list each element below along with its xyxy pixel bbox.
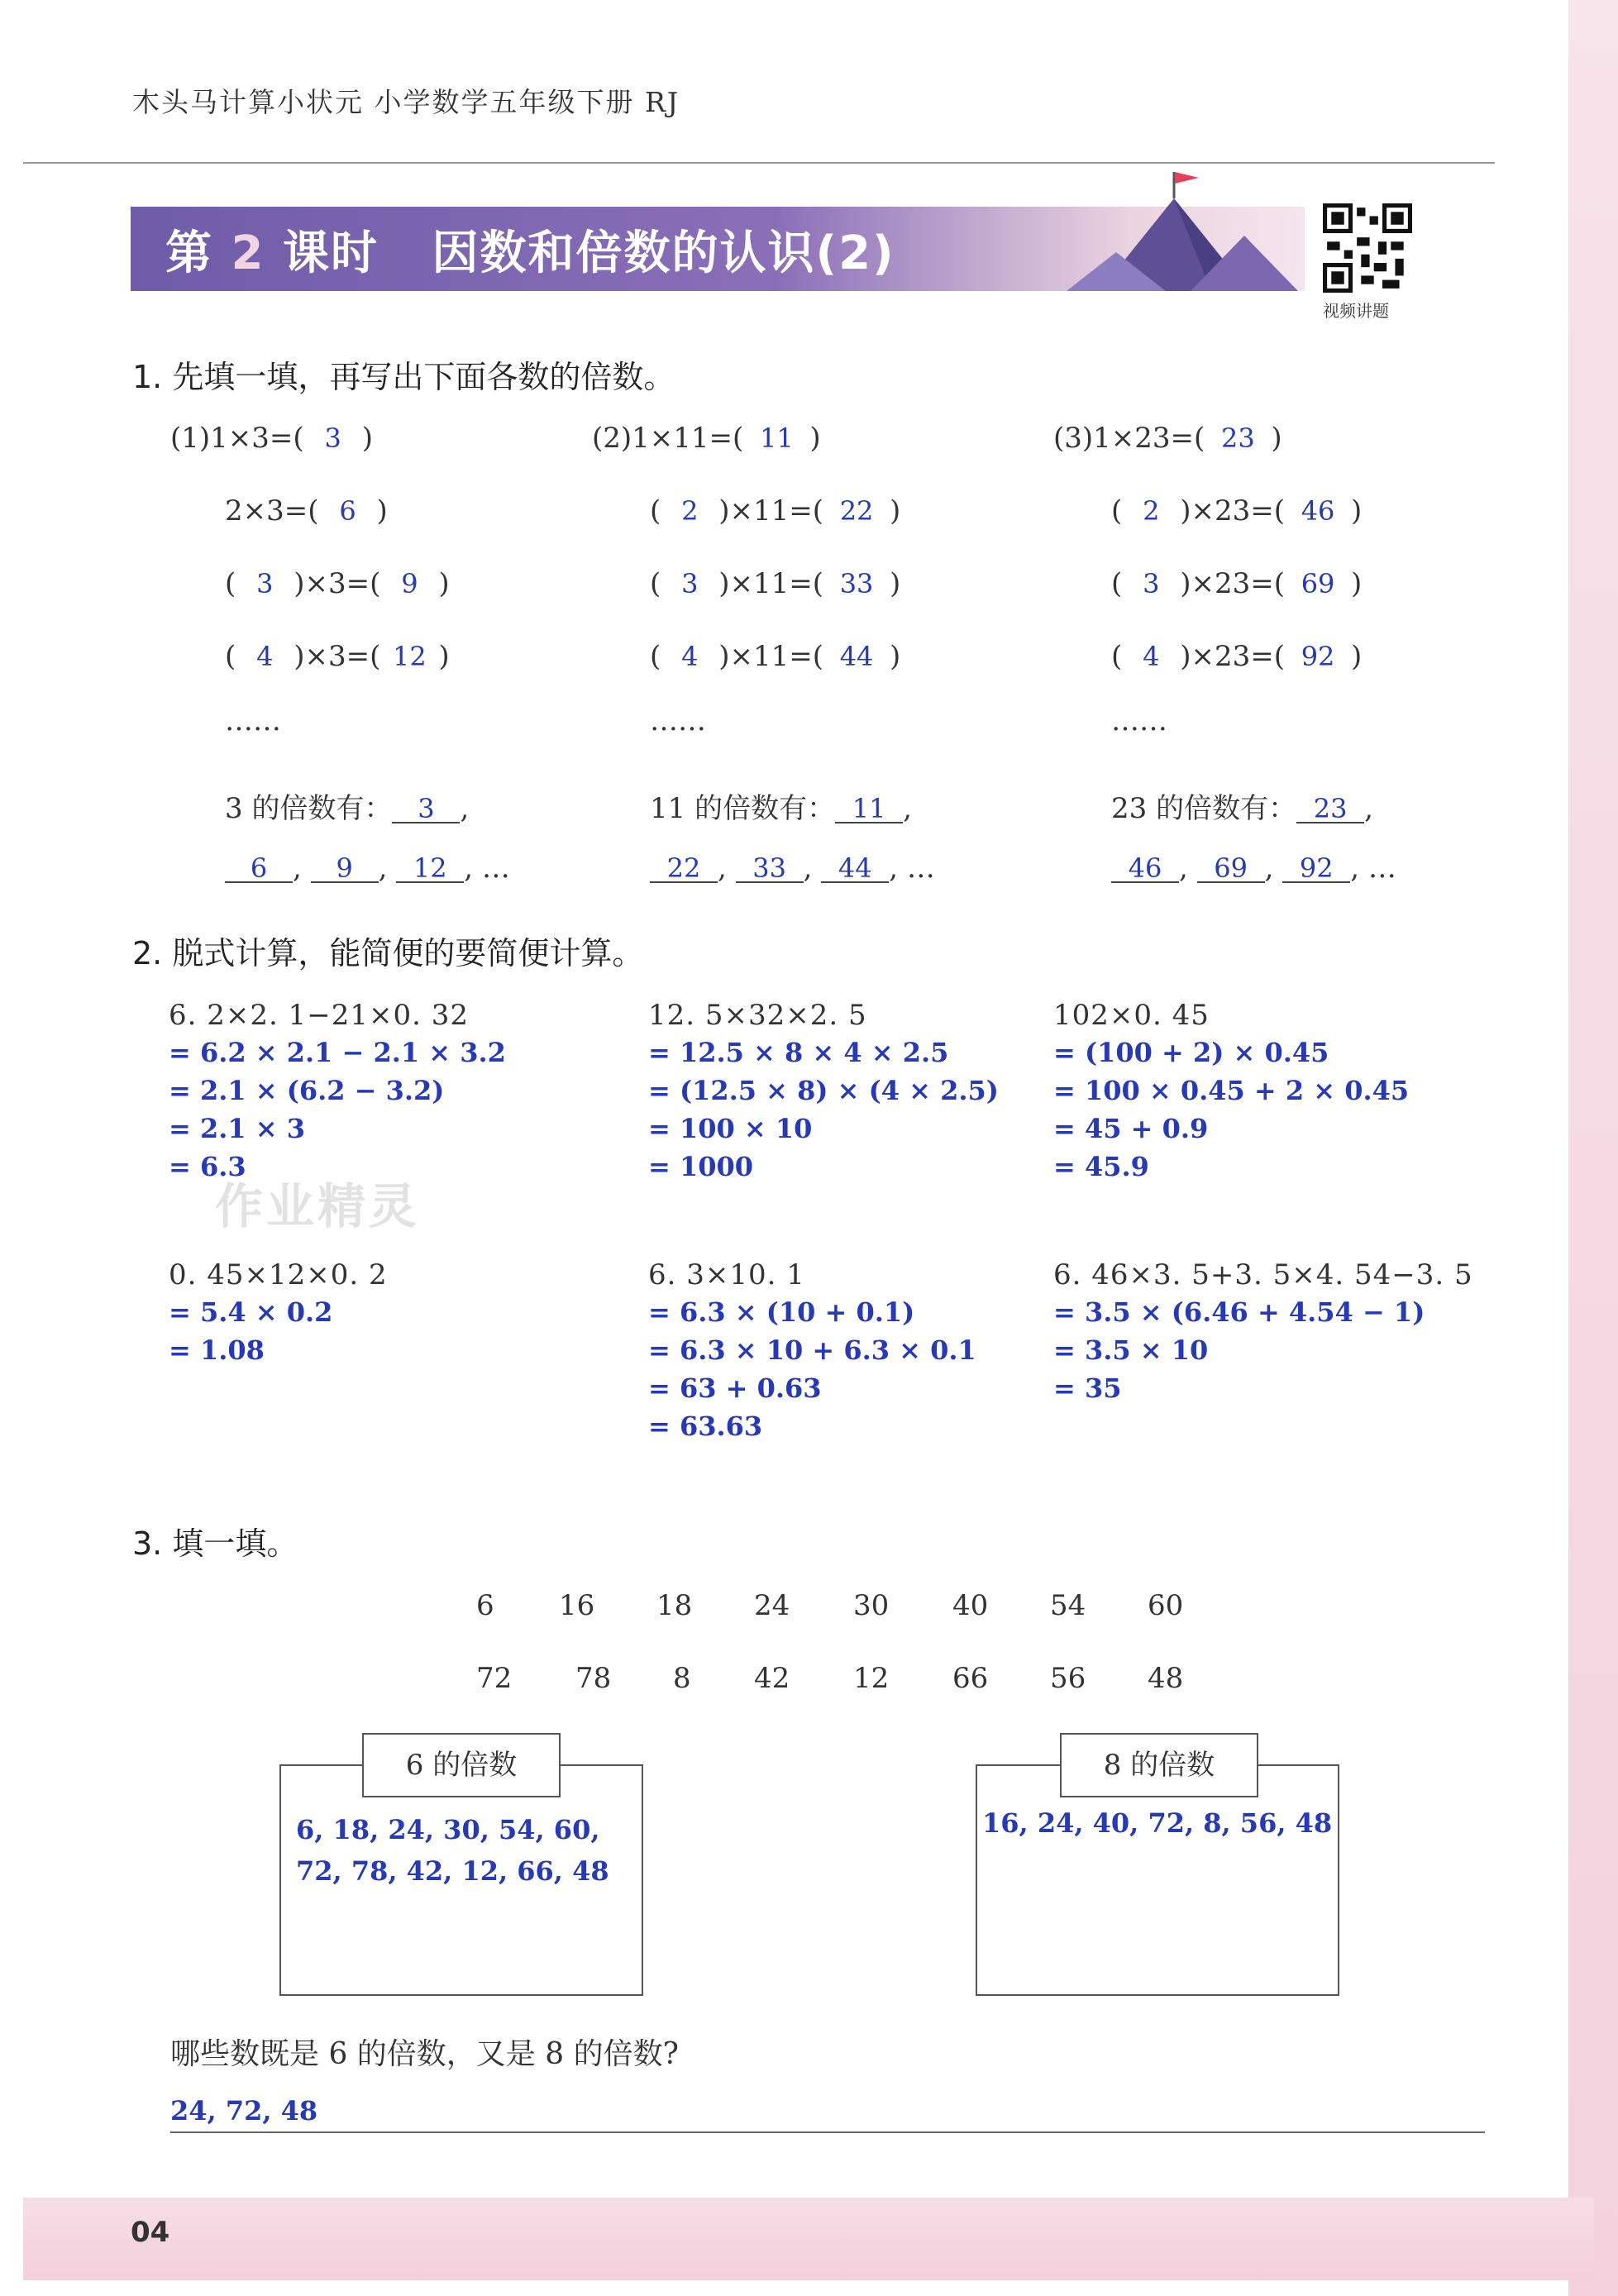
q1-g3-dots: …… — [1111, 704, 1167, 737]
q1-g3-line4: ( 4 )×23=( 92 ) — [1111, 640, 1363, 673]
side-decor-band — [1568, 0, 1618, 2296]
q2-problem-2: 12. 5×32×2. 5 = 12.5 × 8 × 4 × 2.5 = (12.5 × 8) × (4 × 2.5) = 100 × 10 = 1000 — [648, 999, 999, 1182]
multiples-of-8-answer: 16, 24, 40, 72, 8, 56, 48 — [982, 1807, 1333, 1839]
q1-g1-multiples: 6 , 9 , 12 , … — [225, 852, 510, 885]
header-divider — [23, 162, 1495, 164]
q3-title: 3. 填一填。 — [132, 1525, 298, 1562]
q2-title: 2. 脱式计算，能简便的要简便计算。 — [132, 935, 644, 971]
q1-title: 1. 先填一填，再写出下面各数的倍数。 — [132, 359, 675, 395]
q1-g2-dots: …… — [650, 704, 706, 737]
q2-problem-6: 6. 46×3. 5+3. 5×4. 54−3. 5 = 3.5 × (6.46 + 4.54 − 1) = 3.5 × 10 = 35 — [1053, 1258, 1473, 1404]
q1-g1-dots: …… — [225, 704, 281, 737]
multiples-of-6-label: 6 的倍数 — [362, 1733, 561, 1797]
qr-label: 视频讲题 — [1323, 301, 1389, 321]
book-header: 木头马计算小状元 小学数学五年级下册 RJ — [132, 86, 680, 118]
qr-code-icon[interactable] — [1323, 203, 1412, 293]
q3-followup-question: 哪些数既是 6 的倍数，又是 8 的倍数? — [170, 2037, 679, 2071]
q1-g3-line1: (3)1×23=( 23 ) — [1053, 422, 1282, 455]
q1-g1-line1: (1)1×3=( 3 ) — [170, 422, 373, 455]
q1-g2-multiples-label: 11 的倍数有： 11 , — [650, 792, 912, 825]
q1-g3-multiples: 46 , 69 , 92 , … — [1111, 852, 1396, 885]
multiples-of-8-label: 8 的倍数 — [1060, 1733, 1258, 1797]
q1-g2-line1: (2)1×11=( 11 ) — [592, 422, 821, 455]
watermark: 作业精灵 — [215, 1178, 421, 1234]
multiples-of-8-box — [976, 1764, 1339, 1996]
answer-underline — [170, 2131, 1485, 2133]
q1-g3-multiples-label: 23 的倍数有： 23 , — [1111, 792, 1373, 825]
q1-g2-multiples: 22 , 33 , 44 , … — [650, 852, 935, 885]
lesson-topic: 因数和倍数的认识(2) — [432, 227, 895, 280]
q3-followup-answer: 24, 72, 48 — [170, 2095, 318, 2127]
q1-g1-line3: ( 3 )×3=( 9 ) — [225, 567, 450, 600]
q2-problem-4: 0. 45×12×0. 2 = 5.4 × 0.2 = 1.08 — [169, 1258, 388, 1366]
q1-g3-line2: ( 2 )×23=( 46 ) — [1111, 494, 1363, 527]
q2-problem-5: 6. 3×10. 1 = 6.3 × (10 + 0.1) = 6.3 × 10 + 6.3 × 0.1 = 63 + 0.63 = 63.63 — [648, 1258, 976, 1442]
q2-problem-3: 102×0. 45 = (100 + 2) × 0.45 = 100 × 0.45 + 2 × 0.45 = 45 + 0.9 = 45.9 — [1053, 999, 1410, 1182]
q1-g2-line4: ( 4 )×11=( 44 ) — [650, 640, 901, 673]
multiples-of-6-answer: 6, 18, 24, 30, 54, 60, 72, 78, 42, 12, 66, 48 — [296, 1814, 609, 1887]
footer-band — [23, 2198, 1594, 2280]
lesson-prefix: 第 — [165, 227, 213, 280]
q1-g1-multiples-label: 3 的倍数有： 3 , — [225, 792, 470, 825]
q1-g3-line3: ( 3 )×23=( 69 ) — [1111, 567, 1363, 600]
mountain-icon — [1067, 165, 1315, 294]
page-number: 04 — [131, 2216, 170, 2249]
q1-g1-line2: 2×3=( 6 ) — [225, 494, 388, 527]
lesson-number: 2 — [231, 227, 265, 280]
q1-g2-line3: ( 3 )×11=( 33 ) — [650, 567, 901, 600]
q1-g1-line4: ( 4 )×3=( 12 ) — [225, 640, 450, 673]
q2-problem-1: 6. 2×2. 1−21×0. 32 = 6.2 × 2.1 − 2.1 × 3.2 = 2.1 × (6.2 − 3.2) = 2.1 × 3 = 6.3 — [169, 999, 506, 1182]
q1-g2-line2: ( 2 )×11=( 22 ) — [650, 494, 901, 527]
lesson-suffix: 课时 — [282, 227, 379, 280]
lesson-title — [165, 217, 895, 283]
